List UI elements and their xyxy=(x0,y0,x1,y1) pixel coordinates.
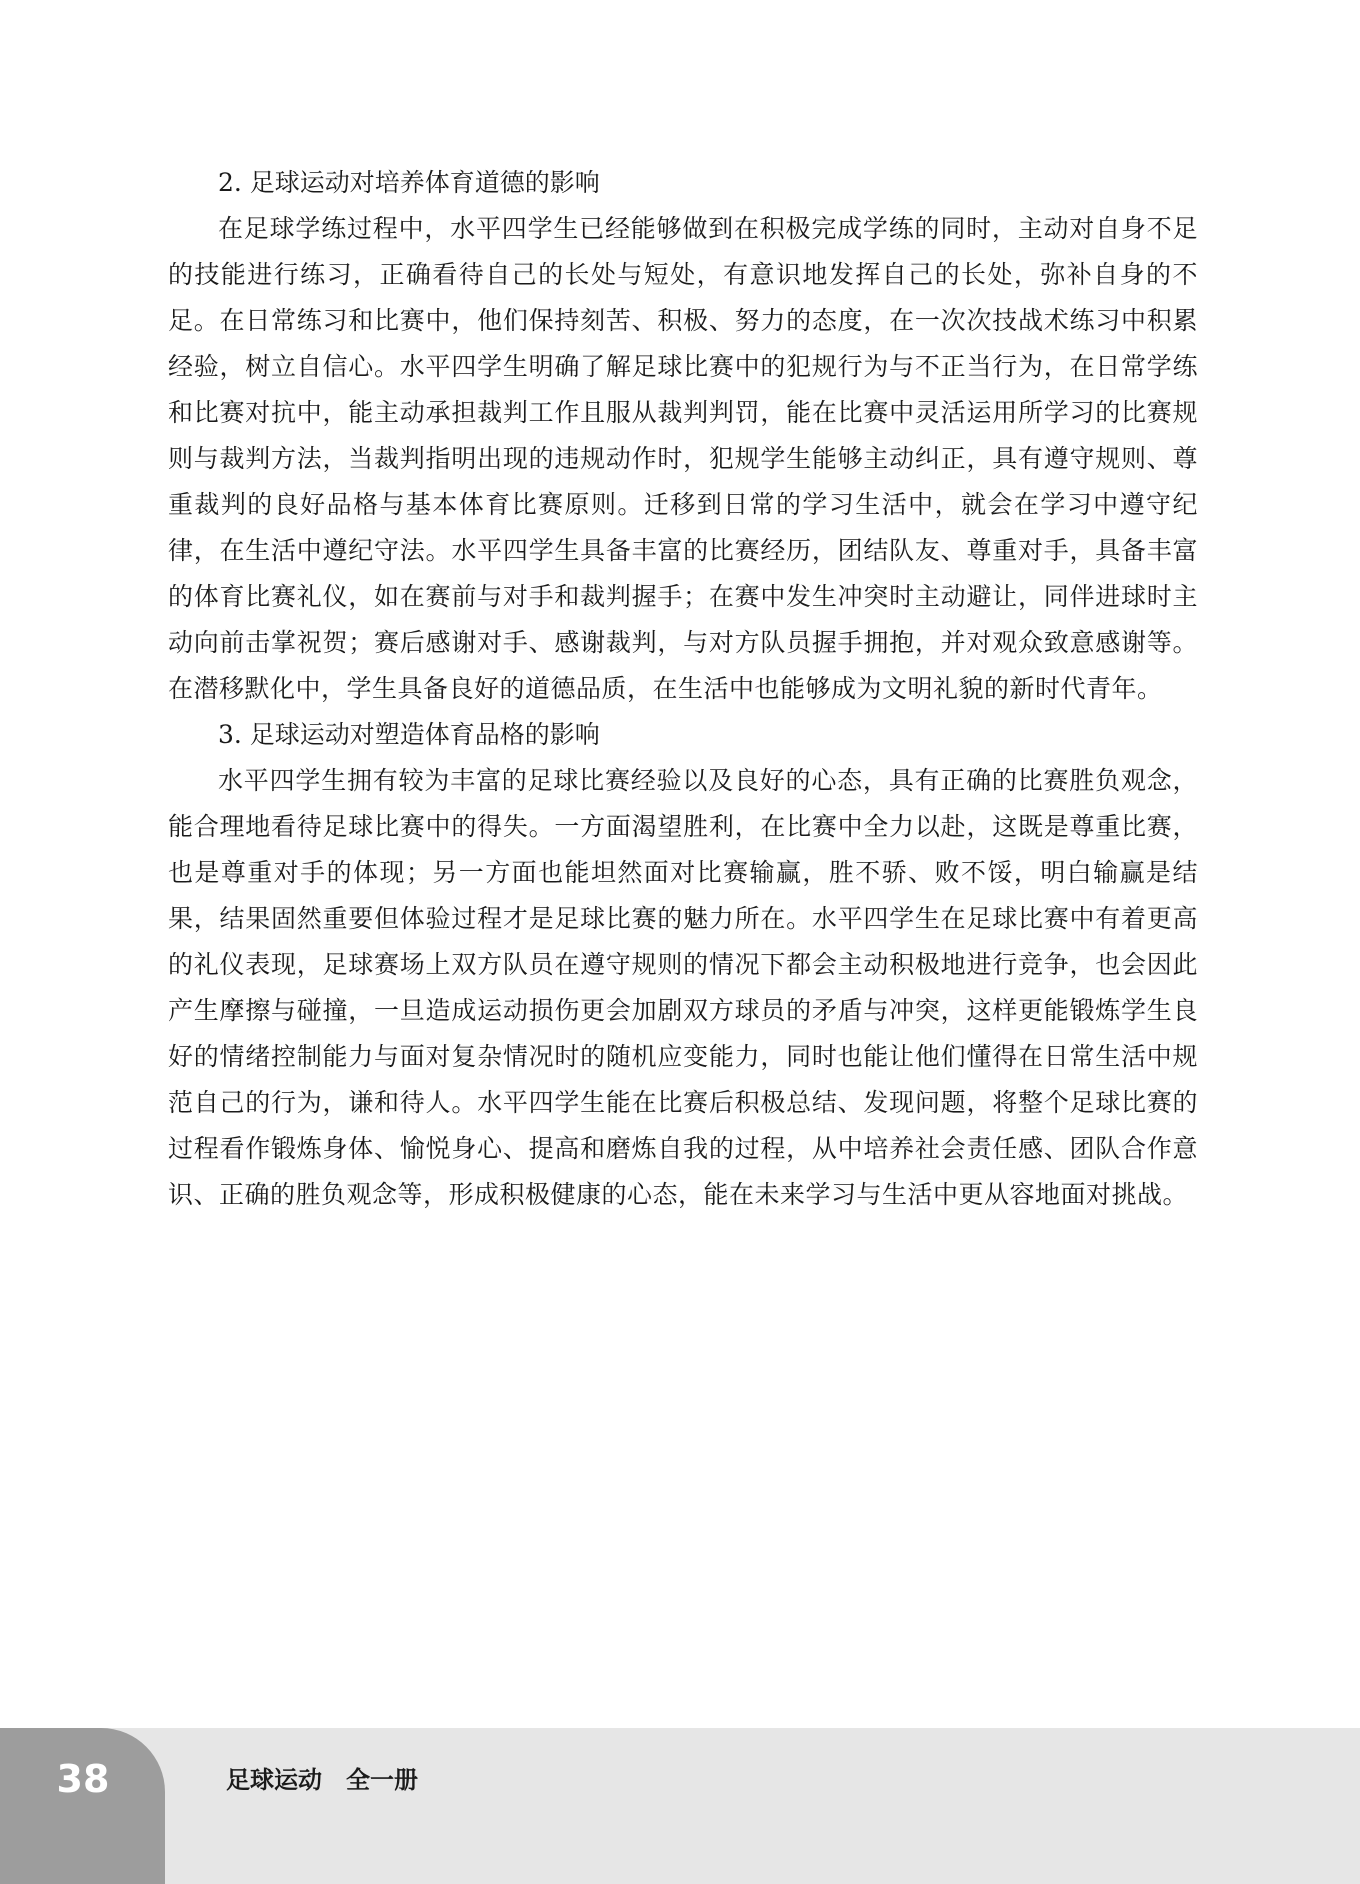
section-2-heading: 2. 足球运动对培养体育道德的影响 xyxy=(218,168,600,197)
section-2-paragraph: 在足球学练过程中，水平四学生已经能够做到在积极完成学练的同时，主动对自身不足的技能进行练习，正确看待自己的长处与短处，有意识地发挥自己的长处，弥补自身的不足。在日常练习和比赛中，他们保持刻苦、积极、努力的态度，在一次次技战术练习中积累经验，树立自信心。水平四学生明确了解足球比赛中的犯规行为与不正当行为，在日常学练和比赛对抗中，能主动承担裁判工作且服从裁判判罚，能在比赛中灵活运用所学习的比赛规则与裁判方法，当裁判指明出现的违规动作时，犯规学生能够主动纠正，具有遵守规则、尊重裁判的良好品格与基本体育比赛原则。迁移到日常的学习生活中，就会在学习中遵守纪律，在生活中遵纪守法。水平四学生具备丰富的比赛经历，团结队友、尊重对手，具备丰富的体育比赛礼仪，如在赛前与对手和裁判握手；在赛中发生冲突时主动避让，同伴进球时主动向前击掌祝贺；赛后感谢对手、感谢裁判，与对方队员握手拥抱，并对观众致意感谢等。在潜移默化中，学生具备良好的道德品质，在生活中也能够成为文明礼貌的新时代青年。 xyxy=(168,214,1198,703)
section-3-heading: 3. 足球运动对塑造体育品格的影响 xyxy=(218,720,600,749)
page-body xyxy=(168,160,1198,1218)
page-number-tab xyxy=(0,1728,165,1884)
footer-band xyxy=(0,1728,1360,1884)
page-number: 38 xyxy=(56,1757,110,1801)
section-3-paragraph: 水平四学生拥有较为丰富的足球比赛经验以及良好的心态，具有正确的比赛胜负观念，能合理地看待足球比赛中的得失。一方面渴望胜利，在比赛中全力以赴，这既是尊重比赛，也是尊重对手的体现；另一方面也能坦然面对比赛输赢，胜不骄、败不馁，明白输赢是结果，结果固然重要但体验过程才是足球比赛的魅力所在。水平四学生在足球比赛中有着更高的礼仪表现，足球赛场上双方队员在遵守规则的情况下都会主动积极地进行竞争，也会因此产生摩擦与碰撞，一旦造成运动损伤更会加剧双方球员的矛盾与冲突，这样更能锻炼学生良好的情绪控制能力与面对复杂情况时的随机应变能力，同时也能让他们懂得在日常生活中规范自己的行为，谦和待人。水平四学生能在比赛后积极总结、发现问题，将整个足球比赛的过程看作锻炼身体、愉悦身心、提高和磨炼自我的过程，从中培养社会责任感、团队合作意识、正确的胜负观念等，形成积极健康的心态，能在未来学习与生活中更从容地面对挑战。 xyxy=(168,766,1198,1209)
footer-book-title: 足球运动 全一册 xyxy=(226,1766,418,1794)
